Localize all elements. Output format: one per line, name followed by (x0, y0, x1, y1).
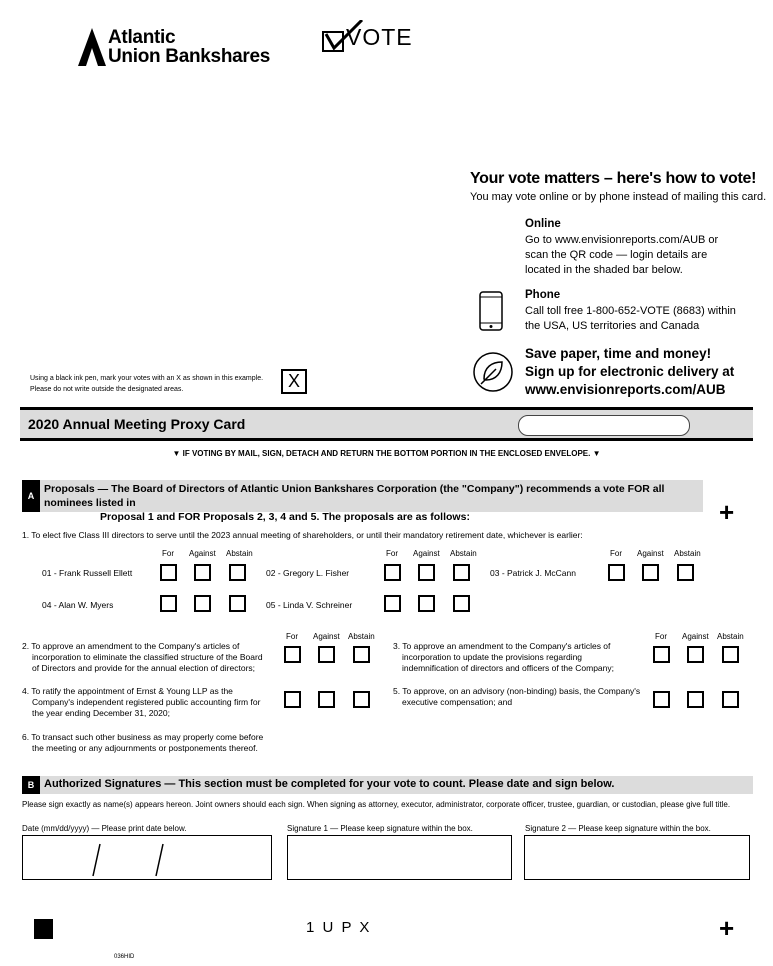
proxy-card-bar (20, 407, 753, 441)
section-b-heading: Authorized Signatures — This section must be completed for your vote to count. Please date and sign below. (44, 778, 615, 790)
proposal-line: indemnification of directors and officers of the Company; (402, 663, 614, 673)
for-label: For (286, 632, 298, 641)
for-label: For (655, 632, 667, 641)
ink-note-line: Please do not write outside the designated areas. (30, 386, 184, 393)
logo-line2: Union Bankshares (108, 46, 271, 67)
nominee-02-against-checkbox[interactable] (418, 564, 435, 581)
proposal-2-for-checkbox[interactable] (284, 646, 301, 663)
proposal-line: 2. To approve an amendment to the Company's articles of (22, 641, 240, 651)
ink-instructions (30, 373, 263, 395)
heading-line: Proposals — The Board of Directors of Atlantic Union Bankshares Corporation (the "Company") recommends a vote FOR all nominees listed in (44, 483, 665, 509)
nominee-01-abstain-checkbox[interactable] (229, 564, 246, 581)
proposal-4-abstain-checkbox[interactable] (353, 691, 370, 708)
against-label: Against (189, 549, 216, 558)
proposal-5-text (393, 686, 640, 708)
abstain-label: Abstain (674, 549, 701, 558)
proposal-line: of Directors and provide for the annual election of directors; (32, 663, 256, 673)
proposal-4-text (22, 686, 260, 719)
example-mark-box (281, 369, 307, 394)
proposal-6-text (22, 732, 263, 754)
nominee-03-abstain-checkbox[interactable] (677, 564, 694, 581)
proposal-line: the meeting or any adjournments or postponements thereof. (32, 743, 258, 753)
proposal-3-against-checkbox[interactable] (687, 646, 704, 663)
phone-title: Phone (525, 289, 561, 301)
proposal-5-against-checkbox[interactable] (687, 691, 704, 708)
against-label: Against (313, 632, 340, 641)
vote-subline: You may vote online or by phone instead of mailing this card. (470, 191, 767, 203)
proposal-4-against-checkbox[interactable] (318, 691, 335, 708)
card-title: 2020 Annual Meeting Proxy Card (28, 416, 246, 432)
logo-line1: Atlantic (108, 27, 176, 48)
signature-1-field[interactable] (287, 835, 512, 880)
proposal-3-abstain-checkbox[interactable] (722, 646, 739, 663)
abstain-label: Abstain (226, 549, 253, 558)
paperless-link[interactable]: www.envisionreports.com/AUB (525, 382, 726, 397)
login-shaded-field (518, 415, 690, 436)
vote-headline: Your vote matters – here's how to vote! (470, 170, 757, 187)
abstain-label: Abstain (717, 632, 744, 641)
paperless-line: Save paper, time and money! (525, 346, 712, 361)
nominee-04: 04 - Alan W. Myers (42, 600, 114, 610)
form-code: 1 U P X (306, 919, 372, 936)
nominee-05: 05 - Linda V. Schreiner (266, 600, 353, 610)
section-b-badge: B (22, 776, 40, 794)
nominee-02: 02 - Gregory L. Fisher (266, 568, 350, 578)
company-logo (78, 28, 318, 70)
paperless-line: Sign up for electronic delivery at (525, 364, 735, 379)
proposal-5-for-checkbox[interactable] (653, 691, 670, 708)
proposal-line: Company's independent registered public accounting firm for (32, 697, 261, 707)
proposal-4-for-checkbox[interactable] (284, 691, 301, 708)
for-label: For (162, 549, 174, 558)
nominee-01: 01 - Frank Russell Ellett (42, 568, 133, 578)
against-label: Against (637, 549, 664, 558)
date-field[interactable] (22, 835, 272, 880)
registration-square (34, 919, 53, 939)
nominee-05-abstain-checkbox[interactable] (453, 595, 470, 612)
nominee-04-for-checkbox[interactable] (160, 595, 177, 612)
registration-plus: + (719, 497, 735, 527)
proposal-line: 6. To transact such other business as may properly come before (22, 732, 264, 742)
signature-1-label: Signature 1 — Please keep signature within the box. (287, 824, 473, 833)
abstain-label: Abstain (450, 549, 477, 558)
date-label: Date (mm/dd/yyyy) — Please print date below. (22, 824, 187, 833)
mail-instruction: ▼ IF VOTING BY MAIL, SIGN, DETACH AND RETURN THE BOTTOM PORTION IN THE ENCLOSED ENVELOPE. ▼ (172, 449, 601, 458)
proposal-line: incorporation to eliminate the classified structure of the Board (32, 652, 263, 662)
vote-text: VOTE (346, 24, 413, 50)
nominee-02-abstain-checkbox[interactable] (453, 564, 470, 581)
for-label: For (610, 549, 622, 558)
nominee-01-against-checkbox[interactable] (194, 564, 211, 581)
phone-line: the USA, US territories and Canada (525, 320, 700, 332)
nominee-03-against-checkbox[interactable] (642, 564, 659, 581)
logo-text (108, 28, 270, 66)
section-a-heading (44, 482, 694, 524)
nominee-03: 03 - Patrick J. McCann (490, 568, 576, 578)
proposal-5-abstain-checkbox[interactable] (722, 691, 739, 708)
proposal-1-text: 1. To elect five Class III directors to serve until the 2023 annual meeting of shareholders, or until their mandatory retirement date, whichever is earlier: (22, 530, 583, 540)
registration-plus: + (719, 913, 735, 943)
section-b-header (22, 776, 753, 794)
proposal-line: the year ending December 31, 2020; (32, 708, 170, 718)
signature-instructions: Please sign exactly as name(s) appears hereon. Joint owners should each sign. When signing as attorney, executor, administrator, corporate officer, trustee, guardian, or custodian, please give full title. (22, 800, 731, 809)
nominee-04-against-checkbox[interactable] (194, 595, 211, 612)
logo-mark-icon (78, 28, 106, 66)
leaf-icon (472, 351, 514, 393)
nominee-05-against-checkbox[interactable] (418, 595, 435, 612)
proposal-3-for-checkbox[interactable] (653, 646, 670, 663)
section-a-badge: A (22, 480, 40, 512)
online-line: Go to www.envisionreports.com/AUB or (525, 234, 719, 246)
abstain-label: Abstain (348, 632, 375, 641)
nominee-03-for-checkbox[interactable] (608, 564, 625, 581)
ink-note-line: Using a black ink pen, mark your votes with an X as shown in this example. (30, 375, 264, 382)
signature-2-label: Signature 2 — Please keep signature within the box. (525, 824, 711, 833)
for-label: For (386, 549, 398, 558)
against-label: Against (682, 632, 709, 641)
proposal-2-against-checkbox[interactable] (318, 646, 335, 663)
proposal-line: executive compensation; and (402, 697, 513, 707)
small-code: 036HID (114, 954, 135, 960)
nominee-04-abstain-checkbox[interactable] (229, 595, 246, 612)
online-line: located in the shaded bar below. (525, 264, 683, 276)
proposal-line: incorporation to update the provisions regarding (402, 652, 583, 662)
proposal-line: 5. To approve, on an advisory (non-binding) basis, the Company's (393, 686, 641, 696)
phone-line: Call toll free 1-800-652-VOTE (8683) within (525, 305, 736, 317)
online-line: scan the QR code — login details are (525, 249, 708, 261)
nominee-05-for-checkbox[interactable] (384, 595, 401, 612)
nominee-01-for-checkbox[interactable] (160, 564, 177, 581)
against-label: Against (413, 549, 440, 558)
proposal-2-text (22, 641, 263, 674)
proposal-line: 3. To approve an amendment to the Company's articles of (393, 641, 611, 651)
phone-text (525, 304, 736, 334)
online-text (525, 233, 718, 278)
date-separators (23, 836, 271, 879)
nominee-02-for-checkbox[interactable] (384, 564, 401, 581)
proposal-3-text (393, 641, 614, 674)
phone-icon (479, 291, 503, 331)
online-title: Online (525, 218, 561, 230)
paperless-text (525, 345, 734, 399)
signature-2-field[interactable] (524, 835, 750, 880)
proposal-2-abstain-checkbox[interactable] (353, 646, 370, 663)
heading-line: Proposal 1 and FOR Proposals 2, 3, 4 and 5. The proposals are as follows: (100, 511, 470, 523)
section-a-header (22, 480, 703, 523)
proposal-line: 4. To ratify the appointment of Ernst & Young LLP as the (22, 686, 233, 696)
example-x: X (287, 371, 300, 391)
